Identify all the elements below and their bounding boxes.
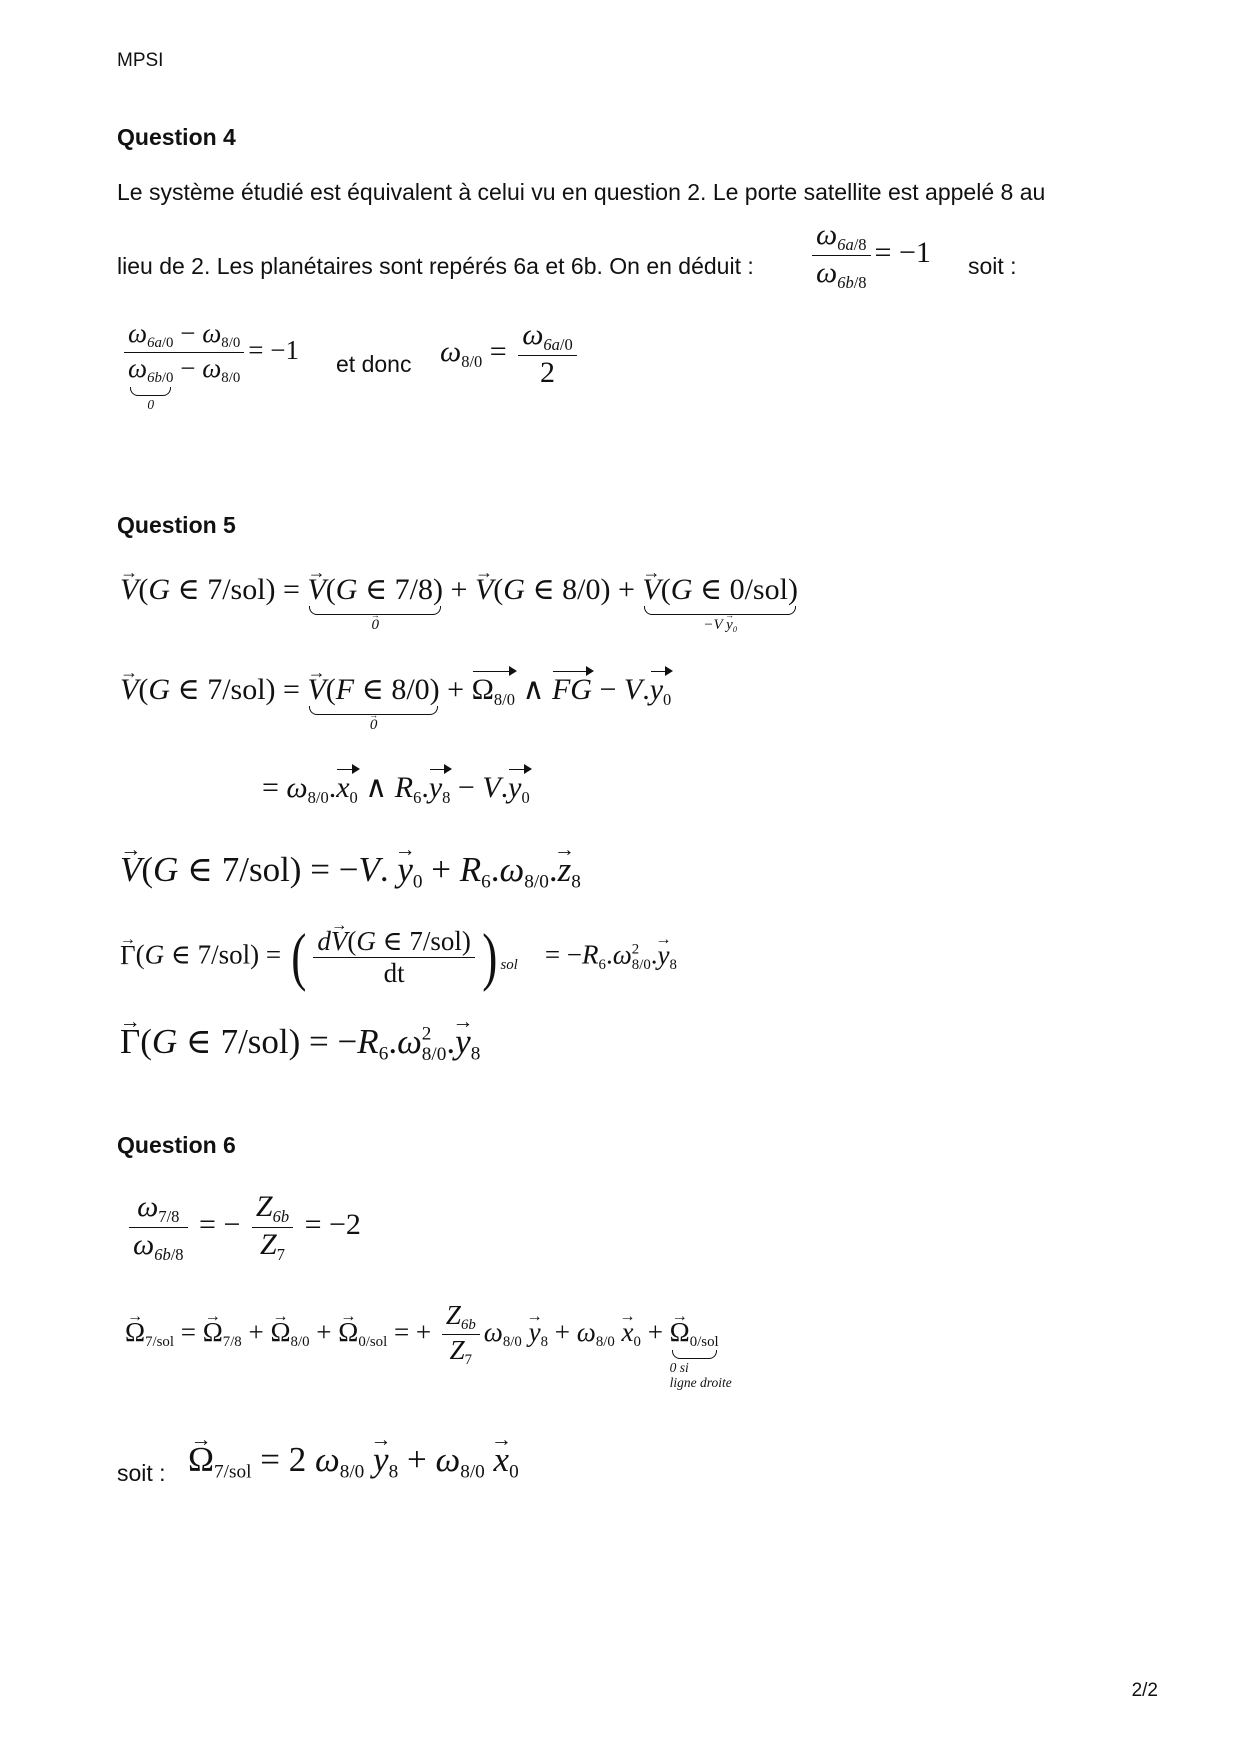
rotation-note-line1: 0 si xyxy=(669,1360,689,1376)
question-4-paragraph-line2: lieu de 2. Les planétaires sont repérés 6a et 6b. On en déduit : xyxy=(117,253,754,279)
question-4-soit: soit : xyxy=(968,253,1017,279)
equation-velocity-composition: → V(G ∈ 7/sol) = → V(G ∈ 7/8) → 0 + → V(G ∈ 8/0) + → V(G ∈ 0/sol) $-V \to y_0$ xyxy=(120,572,798,607)
question-6-soit: soit : xyxy=(117,1460,166,1486)
equation-gear-ratio: $\frac{\omega_{7/8}}{\omega_{6b/8}}$ = − $\frac{Z_{6b}}{Z_7}$ = −2 xyxy=(125,1190,361,1264)
rotation-note-line2: ligne droite xyxy=(669,1374,732,1390)
question-4-etdonc: et donc xyxy=(336,351,412,377)
equation-acceleration-derivative: → Γ(G ∈ 7/sol) = ( $\frac{\text{d→ V(G ∈ 7/sol)}}{dt}$ ) $_{sol}$ = $-R_6.\omega^2_{8/0}.\to y_8$ xyxy=(120,920,677,995)
equation-velocity-expanded: = $\omega_{8/0}.x_0$ ∧ $R_6.y_8 - V.y_0$ xyxy=(262,771,530,807)
question-5-title: Question 5 xyxy=(117,512,236,538)
equation-rotation-result: → $\Omega_{7/sol} = 2$ $\omega_{8/0} \to y_8 + \omega_{8/0} \to x_0$ xyxy=(188,1440,519,1484)
question-6-title: Question 6 xyxy=(117,1132,236,1158)
equation-velocity-field: → V(G ∈ 7/sol) = → V(F ∈ 8/0) → 0 + $\Omega_{8/0}$ ∧ FG − $V.y_0$ xyxy=(120,672,671,710)
question-4-title: Question 4 xyxy=(117,124,236,150)
equation-velocity-result: → V(G ∈ 7/sol) = −V. → $y_0 + R_6.\omega_{8/0}.\to z_8$ xyxy=(120,850,581,894)
equation-rotation-composition: → $\Omega_{7/sol}$ = → $\Omega_{7/8}$ + → $\Omega_{8/0}$ + → $\Omega_{0/sol}$ = + $\frac{Z_{6b}}{Z_7}$ $\omega_{8/0} \to y_8 + \omega_{8/0} \to x_0$ + → $\Omega_{0/sol}$ 0 si ligne droite xyxy=(125,1300,719,1370)
page-header: MPSI xyxy=(117,50,164,71)
equation-omega-8-0: $\omega_{8/0}$ = $\frac{\omega_{6a/0}}{2}$ xyxy=(440,318,581,390)
equation-ratio-6a-6b: $\frac{\omega_{6a/8}}{\omega_{6b/8}}$ = −1 xyxy=(808,218,931,292)
equation-willis: $\omega_{6a/0} - \omega_{8/0}$ $\omega_{6b/0}$ 0 − $\omega_{8/0}$ = −1 xyxy=(120,318,299,388)
question-4-paragraph-line1: Le système étudié est équivalent à celui vu en question 2. Le porte satellite est appelé 8 au xyxy=(117,179,1046,205)
equation-acceleration-result: → Γ(G ∈ $7/sol) = -R_6.\omega^2_{8/0}.\to y_8$ xyxy=(120,1022,480,1066)
page-number: 2/2 xyxy=(1131,1680,1158,1701)
